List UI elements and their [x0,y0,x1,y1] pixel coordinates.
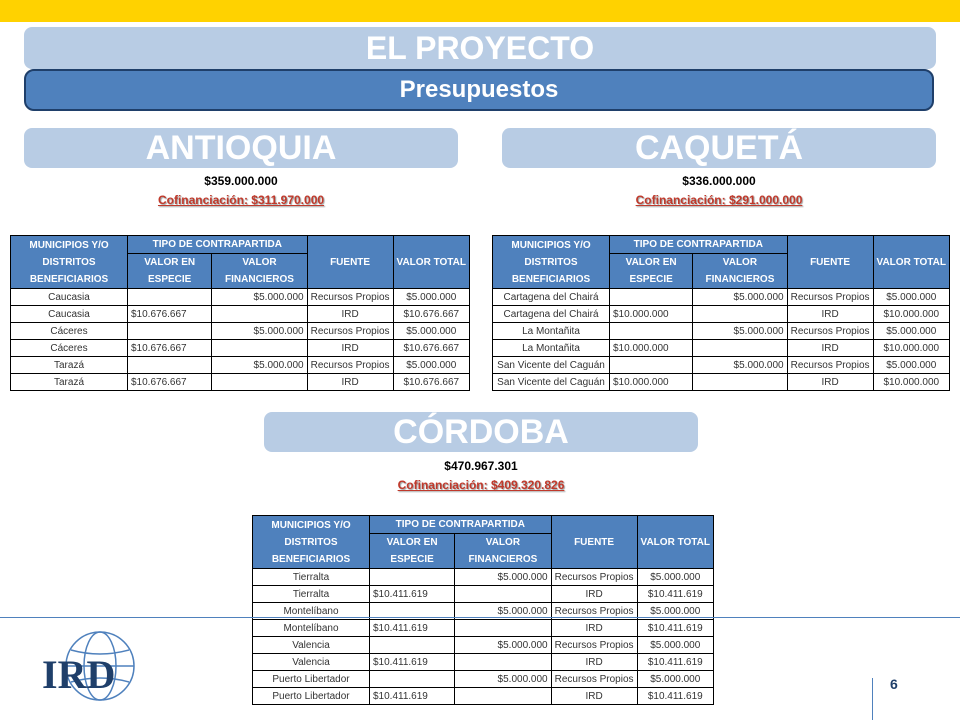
cell-valor-total: $5.000.000 [873,357,949,374]
cell-valor-especie [610,289,693,306]
cell-valor-financieros: $5.000.000 [212,357,307,374]
header-valor-total: VALOR TOTAL [637,516,713,569]
cell-valor-total: $10.000.000 [873,374,949,391]
cell-valor-financieros: $5.000.000 [455,637,551,654]
budget-table-antioquia [10,235,470,391]
cell-municipio: La Montañita [493,340,610,357]
cell-valor-especie: $10.411.619 [370,586,455,603]
table-row [493,306,950,323]
header-valor-total: VALOR TOTAL [873,236,949,289]
cell-fuente: Recursos Propios [307,357,393,374]
amounts-cordoba [264,457,698,495]
cell-valor-total: $5.000.000 [873,289,949,306]
cell-fuente: Recursos Propios [787,357,873,374]
cell-municipio: Puerto Libertador [253,671,370,688]
cell-municipio: Puerto Libertador [253,688,370,705]
cell-municipio: Cartagena del Chairá [493,306,610,323]
table-row [253,569,714,586]
cell-valor-financieros: $5.000.000 [455,569,551,586]
table-row [11,357,470,374]
cell-valor-especie [370,671,455,688]
cell-valor-total: $5.000.000 [637,603,713,620]
cell-valor-total: $10.411.619 [637,620,713,637]
total-amount: $359.000.000 [204,174,278,188]
cell-valor-especie [370,637,455,654]
header-tipo-contrapartida: TIPO DE CONTRAPARTIDA [610,236,788,254]
table-row [493,374,950,391]
budget-table-cordoba [252,515,714,705]
cell-valor-especie [370,569,455,586]
cell-valor-total: $10.676.667 [393,306,469,323]
cell-fuente: Recursos Propios [307,323,393,340]
cell-valor-total: $10.000.000 [873,306,949,323]
cell-municipio: Caucasia [11,306,128,323]
cell-municipio: Caucasia [11,289,128,306]
amounts-caqueta [502,172,936,210]
cell-municipio: San Vicente del Caguán [493,374,610,391]
cell-valor-financieros [693,374,787,391]
cell-fuente: IRD [787,340,873,357]
cell-fuente: IRD [551,586,637,603]
cell-valor-financieros: $5.000.000 [693,323,787,340]
ird-logo [38,626,138,706]
cell-valor-especie: $10.676.667 [128,340,212,357]
cell-valor-especie: $10.676.667 [128,374,212,391]
cell-valor-especie [610,323,693,340]
table-header-row [11,236,470,254]
cell-valor-financieros [455,586,551,603]
cell-fuente: Recursos Propios [307,289,393,306]
cell-fuente: Recursos Propios [787,323,873,340]
cell-municipio: Cáceres [11,323,128,340]
table-row [493,357,950,374]
cell-fuente: Recursos Propios [551,637,637,654]
header-tipo-contrapartida: TIPO DE CONTRAPARTIDA [370,516,552,534]
cell-municipio: La Montañita [493,323,610,340]
total-amount: $336.000.000 [682,174,756,188]
cell-valor-financieros: $5.000.000 [212,289,307,306]
cell-valor-financieros: $5.000.000 [212,323,307,340]
cell-valor-financieros: $5.000.000 [455,603,551,620]
cell-valor-total: $10.411.619 [637,688,713,705]
header-valor-especie: VALOR EN ESPECIE [370,534,455,569]
cell-municipio: Tarazá [11,374,128,391]
cell-municipio: Tarazá [11,357,128,374]
table-header-row [493,236,950,254]
cell-valor-total: $10.676.667 [393,340,469,357]
cell-municipio: Tierralta [253,586,370,603]
cell-valor-especie: $10.000.000 [610,306,693,323]
cell-valor-especie: $10.411.619 [370,654,455,671]
table-row [11,340,470,357]
budget-table-caqueta [492,235,950,391]
cell-valor-total: $5.000.000 [873,323,949,340]
header-valor-especie: VALOR EN ESPECIE [128,254,212,289]
cell-valor-total: $10.411.619 [637,654,713,671]
header-fuente: FUENTE [551,516,637,569]
cell-valor-total: $5.000.000 [637,637,713,654]
header-valor-financieros: VALOR FINANCIEROS [212,254,307,289]
cell-valor-total: $10.411.619 [637,586,713,603]
table-row [253,620,714,637]
cell-municipio: Montelíbano [253,603,370,620]
cell-municipio: San Vicente del Caguán [493,357,610,374]
cell-fuente: Recursos Propios [551,603,637,620]
cofinanciacion-amount: Cofinanciación: $311.970.000 [157,193,325,207]
cell-valor-financieros: $5.000.000 [693,357,787,374]
cell-valor-especie: $10.411.619 [370,620,455,637]
slide-subtitle: Presupuestos [24,69,934,111]
cell-fuente: Recursos Propios [551,569,637,586]
table-row [493,289,950,306]
cell-valor-especie [128,357,212,374]
region-title-cordoba: CÓRDOBA [264,412,698,452]
cell-municipio: Tierralta [253,569,370,586]
cell-valor-especie: $10.676.667 [128,306,212,323]
cell-fuente: IRD [307,374,393,391]
cell-valor-total: $5.000.000 [393,289,469,306]
cell-valor-financieros [693,340,787,357]
cell-valor-total: $5.000.000 [393,323,469,340]
table-row [253,654,714,671]
region-title-antioquia: ANTIOQUIA [24,128,458,168]
cell-municipio: Cáceres [11,340,128,357]
header-valor-financieros: VALOR FINANCIEROS [693,254,787,289]
table-header-row [253,516,714,534]
header-valor-total: VALOR TOTAL [393,236,469,289]
region-title-caqueta: CAQUETÁ [502,128,936,168]
cell-valor-especie: $10.411.619 [370,688,455,705]
table-row [253,637,714,654]
footer-divider [0,617,960,618]
amounts-antioquia [24,172,458,210]
table-row [253,688,714,705]
cell-fuente: IRD [307,306,393,323]
cell-valor-especie: $10.000.000 [610,374,693,391]
cell-valor-total: $5.000.000 [393,357,469,374]
cell-municipio: Cartagena del Chairá [493,289,610,306]
cell-fuente: IRD [307,340,393,357]
logo-lettering: IRD [42,652,116,697]
cell-valor-financieros [455,688,551,705]
cell-valor-total: $10.676.667 [393,374,469,391]
table-row [493,323,950,340]
slide-title: EL PROYECTO [24,27,936,69]
cell-valor-financieros [455,654,551,671]
table-row [11,323,470,340]
header-municipios: MUNICIPIOS Y/O DISTRITOS BENEFICIARIOS [253,516,370,569]
cell-valor-total: $5.000.000 [637,569,713,586]
header-valor-financieros: VALOR FINANCIEROS [455,534,551,569]
table-row [11,374,470,391]
page-number-divider [872,678,873,720]
top-accent-bar [0,0,960,22]
cell-valor-financieros: $5.000.000 [455,671,551,688]
cell-valor-especie [128,323,212,340]
page-number: 6 [890,676,898,692]
header-fuente: FUENTE [307,236,393,289]
header-tipo-contrapartida: TIPO DE CONTRAPARTIDA [128,236,308,254]
cell-fuente: IRD [551,654,637,671]
total-amount: $470.967.301 [444,459,518,473]
cell-fuente: Recursos Propios [787,289,873,306]
table-row [11,289,470,306]
table-row [11,306,470,323]
cell-valor-especie [610,357,693,374]
cell-valor-financieros [212,306,307,323]
table-row [493,340,950,357]
cell-valor-financieros [455,620,551,637]
header-valor-especie: VALOR EN ESPECIE [610,254,693,289]
cell-valor-financieros [693,306,787,323]
header-municipios: MUNICIPIOS Y/O DISTRITOS BENEFICIARIOS [11,236,128,289]
cell-fuente: Recursos Propios [551,671,637,688]
cell-valor-especie: $10.000.000 [610,340,693,357]
header-fuente: FUENTE [787,236,873,289]
table-row [253,671,714,688]
cofinanciacion-amount: Cofinanciación: $291.000.000 [635,193,803,207]
header-municipios: MUNICIPIOS Y/O DISTRITOS BENEFICIARIOS [493,236,610,289]
table-row [253,586,714,603]
cell-municipio: Valencia [253,637,370,654]
cell-valor-total: $5.000.000 [637,671,713,688]
cell-valor-especie [128,289,212,306]
cell-valor-total: $10.000.000 [873,340,949,357]
cell-fuente: IRD [787,374,873,391]
cofinanciacion-amount: Cofinanciación: $409.320.826 [397,478,565,492]
cell-fuente: IRD [787,306,873,323]
cell-valor-financieros [212,340,307,357]
cell-valor-financieros [212,374,307,391]
cell-municipio: Montelíbano [253,620,370,637]
cell-municipio: Valencia [253,654,370,671]
cell-valor-financieros: $5.000.000 [693,289,787,306]
cell-fuente: IRD [551,688,637,705]
cell-fuente: IRD [551,620,637,637]
